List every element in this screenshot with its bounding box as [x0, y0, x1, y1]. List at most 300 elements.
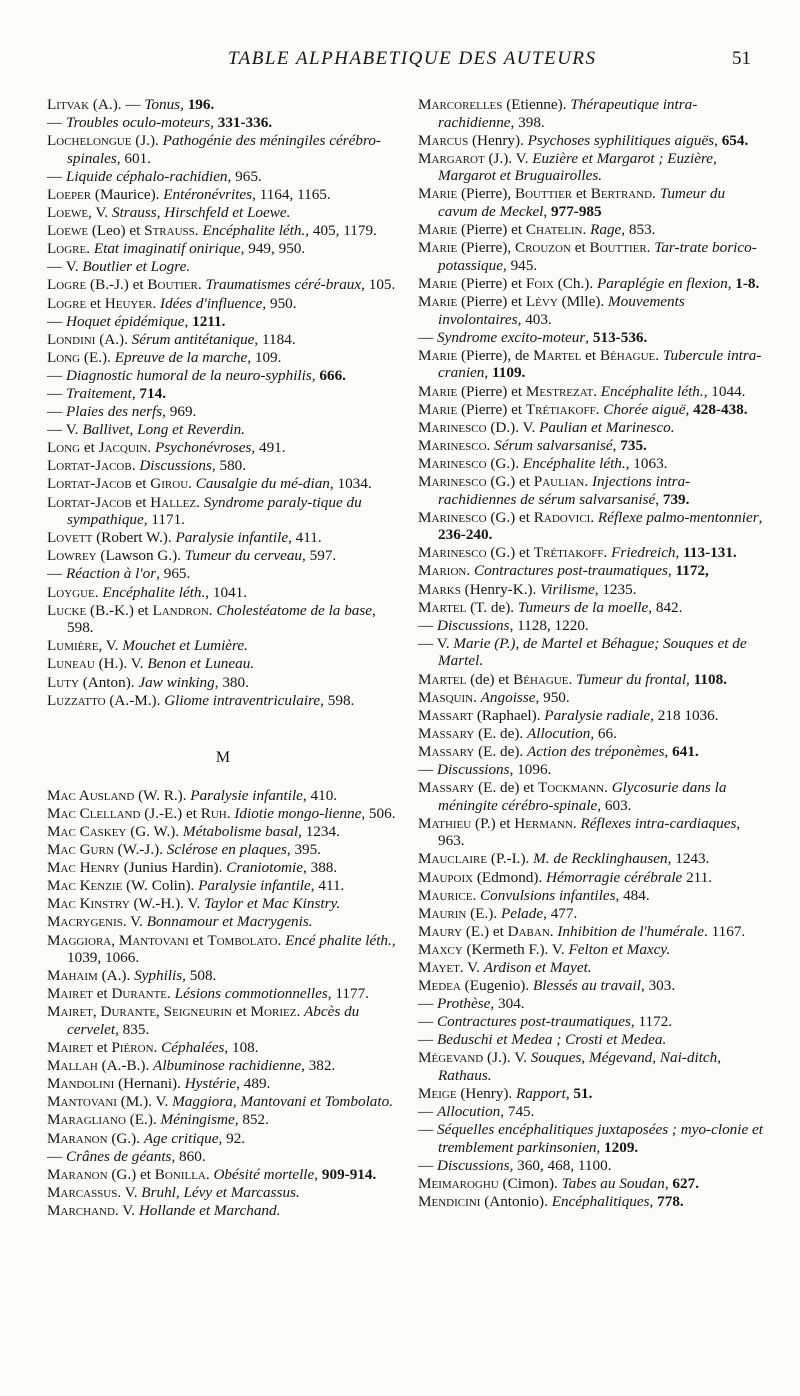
- entry-text: (A.-B.).: [97, 1057, 154, 1075]
- index-entry: [47, 276, 399, 294]
- entry-text: .: [582, 221, 591, 239]
- entry-text: (P.) et: [471, 814, 515, 832]
- work-title: Métabolisme basal: [182, 822, 299, 840]
- work-title: Contractures post-traumatiques: [436, 1013, 631, 1031]
- work-title: Cholestéatome de la base: [216, 601, 373, 619]
- author-name: Mendicini: [418, 1193, 481, 1211]
- index-entry: [47, 602, 399, 637]
- entry-text: , 395.: [286, 841, 322, 859]
- work-title: Réflexes intra-cardiaques: [580, 814, 737, 832]
- author-name: Marcorelles: [418, 96, 503, 113]
- author-name: Masquin: [418, 688, 474, 706]
- entry-text: (Hernani).: [114, 1075, 185, 1093]
- index-entry: [418, 562, 763, 580]
- entry-text: —: [47, 114, 66, 132]
- entry-text: (J.). V.: [484, 149, 533, 167]
- page-number: 51: [732, 48, 751, 69]
- author-name: Marchand: [47, 1201, 115, 1219]
- index-entry: [418, 401, 763, 419]
- work-title: Taylor et Mac Kinstry.: [204, 895, 341, 913]
- author-name: Mallah: [47, 1057, 98, 1075]
- index-entry: [418, 1175, 763, 1193]
- entry-text: . V.: [122, 913, 147, 931]
- entry-text: , 1128, 1220.: [509, 616, 589, 634]
- entry-text: , 1177.: [327, 985, 369, 1003]
- author-name: Maxcy: [418, 940, 463, 958]
- page-ref: 714.: [139, 385, 166, 402]
- entry-text: ,: [565, 1085, 574, 1103]
- page-ref: 51.: [573, 1085, 593, 1103]
- author-name: Lumière: [47, 637, 99, 655]
- entry-text: (A.).: [97, 967, 135, 985]
- entry-text: —: [418, 1121, 437, 1139]
- index-entry: [418, 437, 763, 455]
- entry-text: ,: [664, 1175, 673, 1193]
- entry-text: , 1034.: [329, 475, 372, 493]
- page-ref: 778.: [657, 1193, 684, 1211]
- work-title: Blessés au travail: [532, 977, 641, 995]
- author-name: Durante: [111, 985, 168, 1003]
- author-name: Trétiakoff: [533, 544, 604, 562]
- entry-text: (Raphael).: [473, 706, 545, 724]
- entry-text: (Lawson G.).: [96, 547, 185, 565]
- entry-text: ,: [685, 400, 694, 418]
- entry-text: —: [418, 1031, 437, 1049]
- work-title: Ardison et Mayet.: [483, 959, 592, 976]
- entry-text: , 1044.: [703, 382, 746, 400]
- author-name: Luneau: [47, 655, 95, 673]
- author-name: Lochelongue: [47, 132, 132, 150]
- entry-text: .: [590, 508, 598, 526]
- index-entry: [47, 877, 399, 895]
- index-entry: [47, 1003, 399, 1038]
- entry-text: (E.).: [80, 348, 115, 366]
- entry-text: , 410.: [302, 786, 338, 804]
- index-entry: [418, 239, 763, 274]
- entry-text: .: [652, 185, 660, 203]
- entry-text: (B.-J.) et: [86, 276, 148, 294]
- entry-text: (T. de).: [466, 598, 518, 616]
- author-name: Mayet: [418, 959, 460, 976]
- work-title: Etat imaginatif onirique: [93, 240, 241, 258]
- work-title: Hémorragie cérébrale: [546, 868, 683, 886]
- index-entry: [47, 655, 399, 673]
- work-title: Tubercule intra-cranien: [438, 346, 762, 382]
- work-title: Plaies des nerfs: [65, 403, 163, 421]
- entry-text: , 842.: [648, 598, 683, 616]
- entry-text: —: [418, 995, 437, 1013]
- entry-text: .: [147, 439, 155, 457]
- author-name: Martel: [533, 346, 582, 364]
- index-entry: [418, 132, 763, 150]
- work-title: Epreuve de la marche: [114, 348, 248, 366]
- page-ref: 1211.: [192, 312, 226, 330]
- page-ref: 977-985: [551, 203, 602, 221]
- entry-text: (Pierre) et: [457, 293, 526, 311]
- index-entry: [47, 96, 399, 114]
- entry-text: et: [92, 1039, 112, 1057]
- entry-text: (Henry-K.).: [460, 580, 541, 598]
- entry-text: (Pierre) et: [457, 274, 526, 292]
- entry-text: et: [188, 931, 208, 949]
- author-name: Bonilla: [154, 1165, 206, 1183]
- author-name: Mestrezat: [525, 382, 594, 400]
- work-title: Convulsions infantiles: [480, 886, 616, 904]
- index-entry: [47, 349, 399, 367]
- entry-text: (W. Colin).: [122, 877, 199, 895]
- entry-text: .: [572, 814, 581, 832]
- author-name: Foix: [525, 274, 554, 292]
- work-title: Paralysie infantile: [175, 529, 289, 547]
- author-name: Loeper: [47, 185, 92, 203]
- entry-text: , 835.: [115, 1021, 150, 1038]
- author-name: Logre: [47, 294, 87, 312]
- author-name: Marie: [418, 185, 458, 203]
- index-entry: [418, 1013, 763, 1031]
- author-name: Béhague: [599, 346, 656, 364]
- page-ref: 735.: [620, 436, 647, 454]
- work-title: Chorée aiguë: [603, 400, 686, 418]
- work-title: Hoquet épidémique: [65, 312, 185, 330]
- author-name: Massary: [418, 779, 475, 797]
- entry-text: .: [568, 670, 577, 688]
- entry-text: et: [86, 294, 105, 312]
- entry-text: , 411.: [310, 877, 345, 895]
- entry-text: (M.). V.: [116, 1093, 173, 1111]
- author-name: Lévy: [525, 293, 558, 311]
- work-title: Allocution: [436, 1103, 501, 1121]
- entry-text: (Henry).: [468, 131, 528, 149]
- entry-text: . 1167.: [704, 922, 746, 940]
- entry-text: (A.).: [95, 330, 132, 348]
- page-ref: 1209.: [604, 1138, 639, 1156]
- entry-text: —: [47, 167, 66, 185]
- entry-text: .: [152, 294, 161, 312]
- work-title: Bonnamour et Macrygenis.: [146, 913, 313, 931]
- entry-text: 211.: [682, 868, 713, 886]
- entry-text: (Robert W.).: [92, 529, 176, 547]
- entry-text: , 598.: [320, 691, 355, 709]
- work-title: Entéronévrites: [163, 185, 253, 203]
- work-title: Boutlier et Logre.: [82, 258, 191, 276]
- index-entry: [418, 743, 763, 761]
- author-name: Marie: [418, 239, 458, 257]
- entry-text: .: [188, 475, 196, 493]
- index-entry: [418, 1157, 763, 1175]
- author-name: Hallez: [150, 493, 197, 511]
- page-ref: 428-438.: [693, 400, 748, 418]
- index-entry: [47, 841, 399, 859]
- entry-text: (E.).: [125, 1111, 161, 1129]
- entry-text: —: [47, 403, 66, 421]
- index-entry: [418, 150, 763, 185]
- work-title: M. de Recklinghausen: [533, 850, 668, 868]
- author-name: Lovett: [47, 529, 93, 547]
- work-title: Hystérie: [184, 1075, 237, 1093]
- entry-text: .: [584, 472, 592, 490]
- entry-text: (Etienne).: [502, 96, 571, 113]
- entry-text: , 1172.: [630, 1013, 673, 1031]
- entry-text: —: [418, 760, 437, 778]
- author-name: Maggiora, Mantovani: [47, 931, 189, 949]
- entry-text: . V.: [117, 1183, 142, 1201]
- index-entry: [418, 293, 763, 328]
- entry-text: .: [466, 562, 474, 580]
- author-name: Ruh: [200, 804, 227, 822]
- entry-text: ,: [180, 96, 188, 113]
- author-name: Macrygenis: [47, 913, 123, 931]
- page-header: [0, 48, 800, 78]
- index-entry: [47, 1202, 399, 1220]
- author-name: Lucke: [47, 601, 87, 619]
- entry-text: (G.) et: [107, 1165, 155, 1183]
- entry-text: —: [418, 1013, 437, 1031]
- work-title: Glycosurie dans la méningite cérébro-spinale: [438, 779, 727, 814]
- entry-text: (G.) et: [486, 544, 534, 562]
- author-name: Lortat-Jacob: [47, 493, 132, 511]
- entry-text: .: [655, 346, 663, 364]
- index-entry: [418, 887, 763, 905]
- work-title: Gliome intraventriculaire: [164, 691, 321, 709]
- index-entry: [418, 941, 763, 959]
- author-name: Tockmann: [537, 779, 605, 797]
- entry-text: , 853.: [621, 221, 656, 239]
- author-name: Medea: [418, 977, 461, 995]
- entry-text: , 218 1036.: [650, 706, 719, 724]
- index-entry: [418, 779, 763, 814]
- index-entry: [47, 932, 399, 967]
- work-title: Sérum salvarsanisé: [494, 436, 613, 454]
- page-ref: 1108.: [693, 670, 727, 688]
- work-title: Paralysie infantile: [190, 786, 303, 804]
- work-title: Felton et Maxcy.: [568, 940, 671, 958]
- author-name: Maranon: [47, 1129, 108, 1147]
- index-entry: [418, 815, 763, 850]
- author-name: Girou: [150, 475, 189, 493]
- index-entry: [418, 221, 763, 239]
- index-entry: [47, 439, 399, 457]
- author-name: Maurin: [418, 904, 467, 922]
- entry-text: (Pierre) et: [457, 400, 526, 418]
- index-entry: [418, 869, 763, 887]
- entry-text: .: [205, 1165, 214, 1183]
- work-title: Séquelles encéphalitiques juxtaposées ; myo-clonie et tremblement parkinsonien: [436, 1121, 763, 1156]
- entry-text: , 303.: [640, 977, 676, 995]
- index-entry: [418, 455, 763, 473]
- work-title: Tumeurs de la moelle: [517, 598, 649, 616]
- entry-text: (J.-E.) et: [140, 804, 201, 822]
- work-title: Contractures post-traumatiques: [473, 562, 668, 580]
- entry-text: .: [196, 493, 204, 511]
- index-entry: [47, 1111, 399, 1129]
- entry-text: , 1235.: [594, 580, 637, 598]
- entry-text: ,: [314, 1165, 322, 1183]
- entry-text: .: [277, 931, 286, 949]
- index-entry: [47, 547, 399, 565]
- index-entry: [47, 204, 399, 222]
- entry-text: (W. R.).: [134, 786, 191, 804]
- work-title: Idiotie mongo-lienne: [234, 804, 362, 822]
- author-name: Mac Clelland: [47, 804, 141, 822]
- index-entry: [47, 1039, 399, 1057]
- entry-text: (G. W.).: [126, 822, 183, 840]
- index-entry: [47, 787, 399, 805]
- author-name: Marcus: [418, 131, 469, 149]
- entry-text: ,: [649, 1193, 658, 1211]
- author-name: Bouttier: [589, 239, 647, 257]
- author-name: Mac Henry: [47, 859, 120, 877]
- author-name: Mairet: [47, 985, 93, 1003]
- entry-text: ,: [596, 1138, 605, 1156]
- entry-text: (B.-K.) et: [86, 601, 153, 619]
- index-entry: [418, 1121, 763, 1156]
- entry-text: ,: [758, 508, 763, 526]
- author-name: Mairet: [47, 1039, 93, 1057]
- entry-text: , 66.: [590, 724, 617, 742]
- entry-text: ,: [655, 490, 663, 508]
- author-name: Maurice: [418, 886, 473, 904]
- author-name: Daban: [507, 922, 550, 940]
- author-name: Maupoix: [418, 868, 474, 886]
- entry-text: , 598.: [67, 601, 376, 637]
- entry-text: .: [604, 779, 612, 797]
- entry-text: — V.: [418, 634, 454, 652]
- work-title: Pelade: [500, 904, 544, 922]
- author-name: Mairet, Durante, Seigneurin: [47, 1003, 232, 1021]
- index-entry: [418, 1085, 763, 1103]
- author-name: Tombolato: [207, 931, 278, 949]
- work-title: Friedreich: [611, 544, 676, 562]
- entry-text: .: [153, 1039, 162, 1057]
- entry-text: .: [603, 544, 612, 562]
- entry-text: , 852.: [234, 1111, 269, 1129]
- entry-text: (E.).: [466, 904, 501, 922]
- work-title: Hollande et Marchand.: [138, 1201, 281, 1219]
- index-entry: [418, 761, 763, 779]
- entry-text: ,: [585, 328, 593, 346]
- page-ref: 641.: [672, 742, 699, 760]
- author-name: Mac Kenzie: [47, 877, 123, 895]
- entry-text: , 950.: [535, 688, 570, 706]
- entry-text: (E. de).: [474, 724, 528, 742]
- work-title: Psychoses syphilitiques aiguës: [527, 131, 715, 149]
- work-title: Mouchet et Lumière.: [122, 637, 248, 655]
- index-entry: [47, 475, 399, 493]
- author-name: Heuyer: [104, 294, 153, 312]
- entry-text: ,: [675, 544, 684, 562]
- index-entry: [418, 544, 763, 562]
- work-title: Discussions: [139, 457, 212, 475]
- index-entry: [47, 295, 399, 313]
- work-title: Discussions: [436, 1157, 510, 1175]
- author-name: Luty: [47, 673, 79, 691]
- work-title: Rage: [590, 221, 622, 239]
- entry-text: ,: [484, 364, 492, 382]
- work-title: Sclérose en plaques: [166, 841, 287, 859]
- work-title: Abcès du cervelet: [67, 1003, 360, 1038]
- index-entry: [47, 529, 399, 547]
- entry-text: , 304.: [490, 995, 525, 1013]
- author-name: Crouzon: [514, 239, 571, 257]
- index-entry: [418, 635, 763, 670]
- entry-text: —: [418, 1103, 437, 1121]
- entry-text: (Antonio).: [480, 1193, 552, 1211]
- entry-text: .: [296, 1003, 305, 1021]
- index-entry: [47, 565, 399, 583]
- author-name: Piéron: [111, 1039, 154, 1057]
- entry-text: .: [486, 436, 495, 454]
- index-entry: [47, 222, 399, 240]
- entry-text: (Henry).: [456, 1085, 517, 1103]
- index-entry: [47, 240, 399, 258]
- entry-text: .: [131, 457, 140, 475]
- index-entry: [418, 419, 763, 437]
- entry-text: , 1243.: [667, 850, 710, 868]
- entry-text: , 945.: [502, 256, 538, 274]
- entry-text: , 411.: [288, 529, 322, 547]
- entry-text: et: [231, 1003, 251, 1021]
- author-name: Trétiakoff: [525, 400, 596, 418]
- work-title: Méningisme: [160, 1111, 235, 1129]
- author-name: Jacquin: [98, 439, 148, 457]
- entry-text: et: [581, 346, 600, 364]
- entry-text: ,: [184, 312, 193, 330]
- work-title: Traitement: [65, 385, 132, 402]
- entry-text: , 601.: [116, 149, 151, 167]
- entry-text: — V.: [47, 421, 83, 439]
- page-ref: 654.: [721, 131, 749, 149]
- work-title: Paralysie infantile: [198, 877, 311, 895]
- entry-text: et: [80, 439, 99, 457]
- author-name: Lortat-Jacob: [47, 457, 132, 475]
- work-title: Rapport: [516, 1085, 566, 1103]
- work-title: Réflexe palmo-mentonnier: [597, 508, 759, 526]
- index-entry: [47, 1093, 399, 1111]
- entry-text: ,: [667, 562, 676, 580]
- entry-text: —: [47, 1147, 66, 1165]
- index-entry: [47, 168, 399, 186]
- entry-text: .: [549, 922, 558, 940]
- index-entry: [47, 913, 399, 931]
- work-title: Angoisse: [480, 688, 536, 706]
- index-entry: [47, 805, 399, 823]
- author-name: Lortat-Jacob: [47, 475, 132, 493]
- work-title: Crânes de géants: [65, 1147, 172, 1165]
- work-title: Tumeur du cerveau: [184, 547, 303, 565]
- author-name: Marks: [418, 580, 461, 598]
- entry-text: , 388.: [303, 859, 338, 877]
- author-name: Mandolini: [47, 1075, 115, 1093]
- entry-text: , 380.: [214, 673, 249, 691]
- entry-text: (Kermeth F.). V.: [462, 940, 569, 958]
- entry-text: , 360, 468, 1100.: [509, 1157, 612, 1175]
- entry-text: , 603.: [597, 796, 632, 814]
- author-name: Strauss: [144, 222, 195, 240]
- entry-text: , 491.: [251, 439, 286, 457]
- entry-text: , 969.: [162, 403, 197, 421]
- entry-text: —: [418, 616, 437, 634]
- author-name: Long: [47, 439, 81, 457]
- index-entry: [418, 689, 763, 707]
- entry-text: , 108.: [224, 1039, 259, 1057]
- index-entry: [47, 674, 399, 692]
- work-title: Prothèse: [436, 995, 491, 1013]
- work-title: Encéphalite léth.: [522, 454, 626, 472]
- work-title: Paraplégie en flexion: [596, 274, 728, 292]
- author-name: Mac Gurn: [47, 841, 114, 859]
- entry-text: ,: [131, 385, 140, 402]
- entry-text: .: [593, 382, 601, 400]
